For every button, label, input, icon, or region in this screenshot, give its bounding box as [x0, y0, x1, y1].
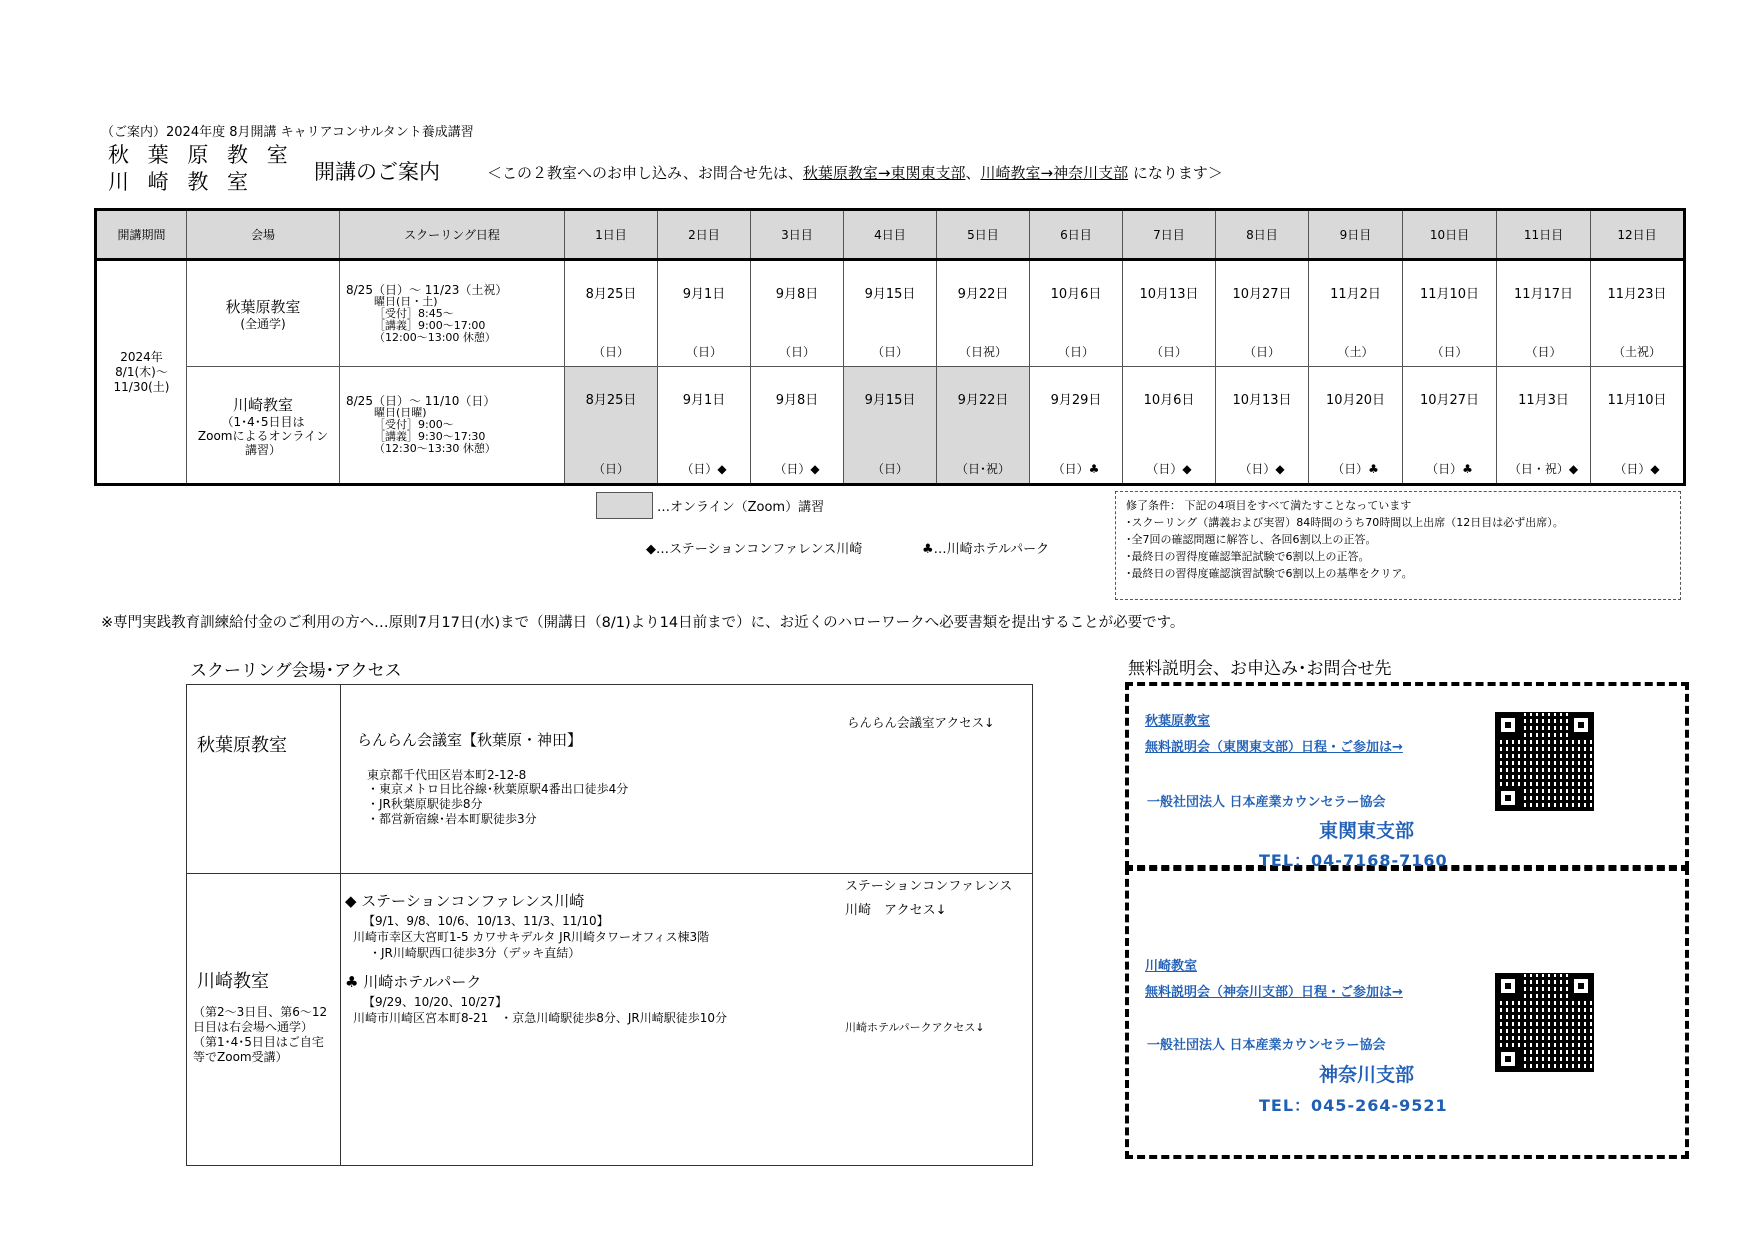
- schedule-range: 8/25（日）～ 11/23（土祝）: [346, 282, 508, 297]
- hotel-park-access-link[interactable]: 川崎ホテルパークアクセス↓: [845, 1021, 985, 1034]
- day-date: 11月10日: [1607, 393, 1667, 408]
- day-cell: [1123, 260, 1216, 367]
- schedule-row-kawasaki: [96, 367, 1685, 485]
- schedule-row-akihabara: [96, 260, 1685, 367]
- day-cell: [1030, 367, 1123, 485]
- day-cell: [751, 367, 844, 485]
- access-table: [186, 684, 1033, 1166]
- day-weekday: （日）◆: [1614, 462, 1660, 476]
- day-date: 8月25日: [585, 393, 637, 408]
- day-weekday: （日）: [1150, 345, 1187, 359]
- day-cell: [565, 367, 658, 485]
- col-header: 2日目: [658, 210, 751, 260]
- day-cell: [658, 260, 751, 367]
- col-header: 11日目: [1497, 210, 1591, 260]
- day-weekday: （日）: [592, 462, 629, 476]
- schedule-details: 曜日(日曜) ［受付］9:00～ ［講義］9:30～17:30 （12:30～13:30 休憩）: [374, 406, 496, 455]
- akihabara-label: 秋葉原教室: [197, 735, 287, 756]
- kanagawa-classroom-link[interactable]: 川崎教室: [1145, 959, 1198, 974]
- day-date: 9月8日: [775, 287, 819, 302]
- contact-note-link-kawasaki[interactable]: 川崎教室→神奈川支部: [980, 164, 1129, 182]
- day-cell: [844, 260, 937, 367]
- day-weekday: （日）: [1057, 345, 1094, 359]
- schedule-table: [94, 208, 1686, 486]
- venue-cell: [187, 260, 340, 367]
- day-weekday: （日）◆: [681, 462, 727, 476]
- venue-name: 川崎教室: [232, 395, 293, 414]
- col-header: 10日目: [1403, 210, 1497, 260]
- day-weekday: （日）: [1431, 345, 1468, 359]
- kawasaki-label-note: （第2～3日目、第6～12日目は右会場へ通学） （第1･4･5日目はご自宅等でZoom受講）: [193, 1005, 328, 1064]
- day-date: 9月22日: [957, 393, 1009, 408]
- kawasaki-label: 川崎教室: [197, 971, 269, 992]
- day-cell: [1497, 367, 1591, 485]
- col-header: 3日目: [751, 210, 844, 260]
- divider: [340, 685, 341, 1165]
- contact-note-separator: 、: [965, 164, 981, 182]
- day-date: 11月2日: [1330, 287, 1381, 302]
- qr-finder: [1496, 713, 1520, 737]
- day-date: 9月1日: [682, 287, 726, 302]
- col-header: 9日目: [1309, 210, 1403, 260]
- day-date: 9月29日: [1050, 393, 1102, 408]
- day-weekday: （日）♣: [1052, 462, 1100, 476]
- qr-code-icon[interactable]: [1495, 712, 1594, 811]
- schooling-schedule: [340, 260, 565, 367]
- akihabara-venue-name: らんらん会議室【秋葉原・神田】: [357, 731, 583, 749]
- qr-finder: [1496, 786, 1520, 810]
- qr-finder: [1496, 974, 1520, 998]
- access-section-title: スクーリング会場･アクセス: [190, 661, 402, 681]
- requirement-item: ･スクーリング（講義および実習）84時間のうち70時間以上出席（12日目は必ず出席）。: [1126, 516, 1564, 529]
- schedule-details: 曜日(日・土) ［受付］8:45～ ［講義］9:00～17:00 （12:00～13:00 休憩）: [374, 294, 496, 344]
- contact-note-prefix: ＜この２教室へのお申し込み、お問合せ先は、: [487, 164, 803, 182]
- kanagawa-org-name: 一般社団法人 日本産業カウンセラー協会: [1147, 1038, 1386, 1053]
- day-cell: [937, 367, 1030, 485]
- day-weekday: （日・祝）◆: [1508, 462, 1579, 476]
- day-date: 10月27日: [1419, 393, 1480, 408]
- day-date: 9月15日: [864, 287, 916, 302]
- day-date: 8月25日: [585, 287, 637, 302]
- contact-box-kanagawa: [1125, 867, 1689, 1159]
- station-conference-address: 川崎市幸区大宮町1-5 カワサキデルタ JR川崎タワーオフィス棟3階: [353, 930, 710, 944]
- day-cell: [1030, 260, 1123, 367]
- day-cell: [1403, 260, 1497, 367]
- schedule-range: 8/25（日）～ 11/10（日）: [346, 394, 496, 408]
- requirement-item: ･最終日の習得度確認筆記試験で6割以上の正答。: [1126, 550, 1370, 563]
- requirement-item: ･全7回の確認問題に解答し、各回6割以上の正答。: [1126, 533, 1377, 546]
- day-weekday: （土）: [1337, 345, 1374, 359]
- qr-finder: [1569, 713, 1593, 737]
- east-seminar-link[interactable]: 無料説明会（東関東支部）日程・ご参加は→: [1145, 740, 1403, 755]
- day-cell: [1309, 367, 1403, 485]
- day-cell: [658, 367, 751, 485]
- day-date: 9月1日: [682, 393, 726, 408]
- online-legend-label: …オンライン（Zoom）講習: [657, 500, 825, 515]
- day-date: 11月3日: [1518, 393, 1569, 408]
- day-cell: [1591, 367, 1685, 485]
- station-conference-dates: 【9/1、9/8、10/6、10/13、11/3、11/10】: [363, 914, 609, 928]
- course-period: 2024年 8/1(木)～ 11/30(土): [96, 260, 187, 485]
- venue-name: 秋葉原教室: [225, 298, 301, 316]
- day-date: 9月8日: [775, 393, 819, 408]
- day-weekday: （土祝）: [1612, 345, 1661, 359]
- completion-requirements: [1115, 491, 1681, 600]
- classroom-kawasaki-title: 川 崎 教 室: [108, 170, 255, 194]
- akihabara-routes: ・東京メトロ日比谷線･秋葉原駅4番出口徒歩4分 ・JR秋葉原駅徒歩8分 ・都営新宿線･岩本町駅徒歩3分: [367, 782, 629, 826]
- day-weekday: （日）♣: [1332, 462, 1379, 476]
- day-cell: [1403, 367, 1497, 485]
- day-weekday: （日）◆: [1239, 462, 1285, 476]
- requirements-title: 修了条件： 下記の4項目をすべて満たすことなっています: [1126, 499, 1412, 512]
- schooling-schedule: [340, 367, 565, 485]
- col-header: 12日目: [1591, 210, 1685, 260]
- day-weekday: （日）: [1525, 345, 1562, 359]
- qr-finder: [1496, 1047, 1520, 1071]
- kanagawa-seminar-link[interactable]: 無料説明会（神奈川支部）日程・ご参加は→: [1145, 985, 1403, 1000]
- day-weekday: （日）: [592, 345, 629, 359]
- day-weekday: （日）◆: [1146, 462, 1192, 476]
- col-header: 1日目: [565, 210, 658, 260]
- hotel-park-name: ♣ 川崎ホテルパーク: [345, 973, 482, 991]
- day-date: 11月10日: [1419, 287, 1480, 302]
- venue-cell: [187, 367, 340, 485]
- hotel-park-dates: 【9/29、10/20、10/27】: [363, 995, 508, 1009]
- col-header: 会場: [187, 210, 340, 260]
- day-date: 10月13日: [1232, 393, 1292, 408]
- classroom-akihabara-title: 秋 葉 原 教 室: [108, 143, 294, 167]
- col-header: スクーリング日程: [340, 210, 565, 260]
- day-weekday: （日）: [871, 345, 908, 359]
- day-date: 9月22日: [957, 287, 1009, 302]
- station-conference-access-link[interactable]: ステーションコンファレンス川崎 アクセス↓: [845, 879, 1013, 918]
- day-weekday: （日祝）: [958, 345, 1007, 359]
- day-date: 10月20日: [1325, 393, 1386, 408]
- notice-line: （ご案内）2024年度 8月開講 キャリアコンサルタント養成講習: [101, 125, 474, 140]
- day-cell: [1497, 260, 1591, 367]
- online-legend-swatch: [596, 492, 653, 519]
- day-date: 10月13日: [1139, 287, 1199, 302]
- col-header: 7日目: [1123, 210, 1216, 260]
- day-cell: [1591, 260, 1685, 367]
- akihabara-access-link[interactable]: らんらん会議室アクセス↓: [847, 715, 995, 730]
- east-org-name: 一般社団法人 日本産業カウンセラー協会: [1147, 795, 1386, 810]
- day-cell: [1309, 260, 1403, 367]
- day-cell: [1216, 367, 1309, 485]
- day-cell: [1216, 260, 1309, 367]
- kanagawa-tel[interactable]: TEL：045-264-9521: [1259, 1096, 1448, 1115]
- day-cell: [844, 367, 937, 485]
- col-header: 4日目: [844, 210, 937, 260]
- col-header: 6日目: [1030, 210, 1123, 260]
- qr-finder: [1569, 974, 1593, 998]
- day-cell: [1123, 367, 1216, 485]
- day-cell: [937, 260, 1030, 367]
- east-tel[interactable]: TEL：04-7168-7160: [1259, 851, 1448, 870]
- requirement-item: ･最終日の習得度確認演習試験で6割以上の基準をクリア。: [1126, 567, 1413, 580]
- divider: [187, 873, 1032, 874]
- col-header: 8日目: [1216, 210, 1309, 260]
- day-date: 10月6日: [1050, 287, 1102, 302]
- east-classroom-link[interactable]: 秋葉原教室: [1145, 714, 1211, 729]
- day-date: 11月17日: [1513, 287, 1574, 302]
- day-cell: [565, 260, 658, 367]
- qr-code-icon[interactable]: [1495, 973, 1594, 1072]
- day-cell: [751, 260, 844, 367]
- day-weekday: （日）♣: [1426, 462, 1473, 476]
- contact-note: [487, 162, 1223, 183]
- station-conference-route: ・JR川崎駅西口徒歩3分（デッキ直結）: [369, 946, 581, 960]
- day-weekday: （日）◆: [774, 462, 820, 476]
- station-conference-name: ◆ ステーションコンファレンス川崎: [345, 892, 585, 910]
- day-weekday: （日）: [1243, 345, 1280, 359]
- contacts-section-title: 無料説明会、お申込み･お問合せ先: [1128, 659, 1392, 679]
- day-weekday: （日･祝）: [955, 462, 1010, 476]
- kanagawa-dept-name: 神奈川支部: [1319, 1064, 1415, 1086]
- day-date: 10月6日: [1143, 393, 1195, 408]
- hotel-legend: ♣…川崎ホテルパーク: [922, 542, 1050, 557]
- contact-note-link-akihabara[interactable]: 秋葉原教室→東関東支部: [802, 164, 966, 182]
- day-weekday: （日）: [778, 345, 815, 359]
- day-date: 9月15日: [864, 393, 916, 408]
- day-date: 11月23日: [1607, 287, 1667, 302]
- day-date: 10月27日: [1232, 287, 1292, 302]
- hotel-park-address: 川崎市川崎区宮本町8-21 ・京急川崎駅徒歩8分、JR川崎駅徒歩10分: [353, 1011, 728, 1025]
- contact-note-suffix: になります＞: [1128, 164, 1223, 182]
- day-weekday: （日）: [871, 462, 908, 476]
- day-weekday: （日）: [685, 345, 722, 359]
- schedule-header-row: [96, 210, 1685, 260]
- col-header: 開講期間: [96, 210, 187, 260]
- venue-sub: (全通学): [240, 317, 286, 331]
- col-header: 5日目: [937, 210, 1030, 260]
- east-dept-name: 東関東支部: [1319, 820, 1415, 842]
- benefit-note: ※専門実践教育訓練給付金のご利用の方へ…原則7月17日(水)まで（開講日（8/1)より14日前まで）に、お近くのハローワークへ必要書類を提出することが必要です。: [101, 615, 1185, 631]
- station-legend: ◆…ステーションコンファレンス川崎: [646, 542, 863, 557]
- akihabara-address: 東京都千代田区岩本町2-12-8: [367, 768, 527, 782]
- contact-box-east-kanto: [1125, 682, 1689, 869]
- venue-sub: （1･4･5日目は Zoomによるオンライン 講習）: [197, 414, 329, 457]
- page-title: 開講のご案内: [314, 160, 440, 184]
